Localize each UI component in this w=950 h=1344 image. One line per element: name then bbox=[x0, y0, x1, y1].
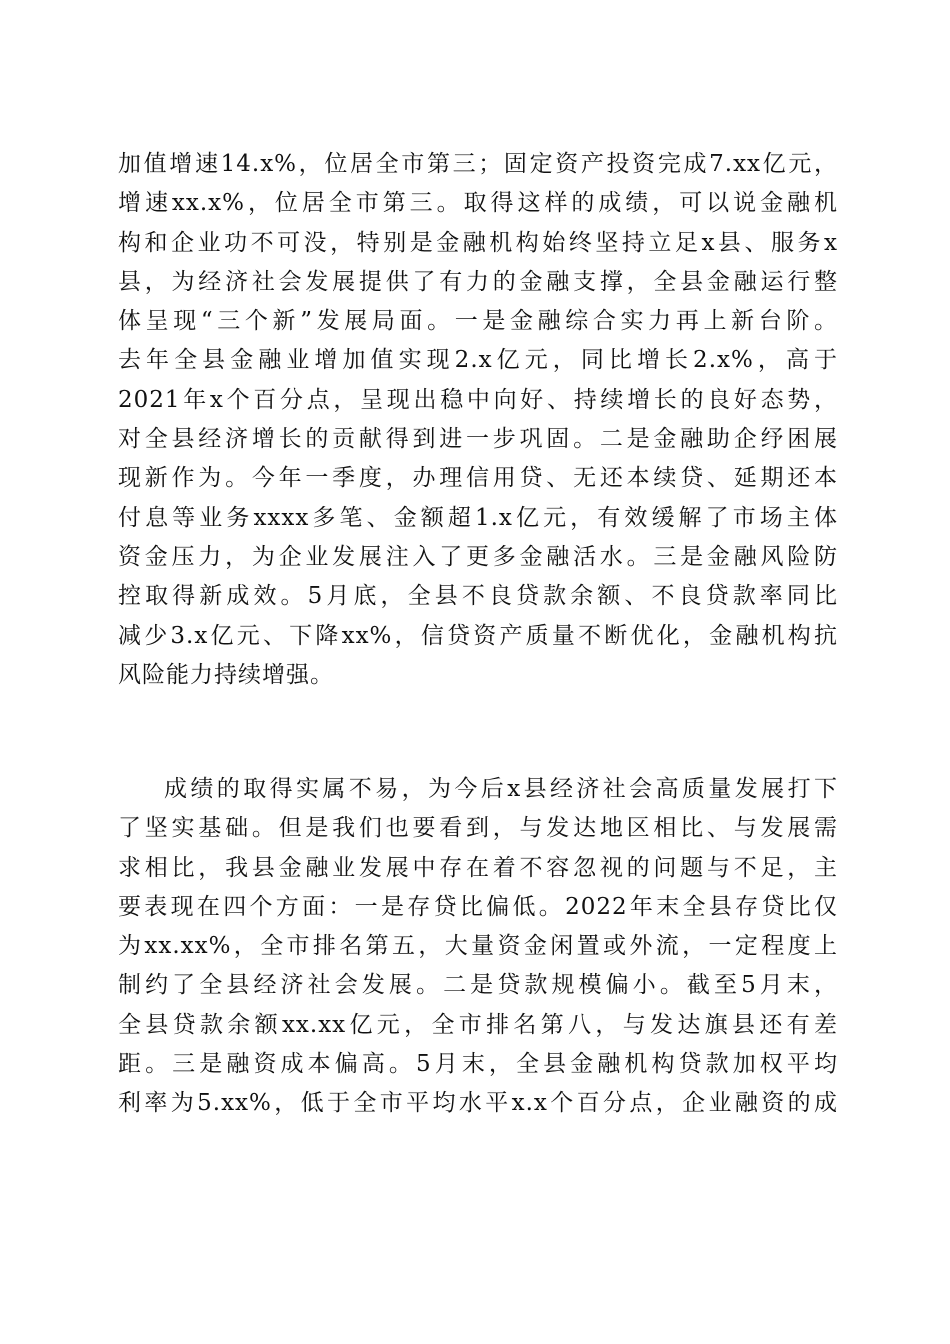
paragraph-2 bbox=[118, 770, 838, 1124]
text-line: 资金压力，为企业发展注入了更多金融活水。三是金融风险防 bbox=[118, 543, 838, 570]
text-line: 对全县经济增长的贡献得到进一步巩固。二是金融助企纾困展 bbox=[118, 426, 838, 453]
text-line: 2021年x个百分点，呈现出稳中向好、持续增长的良好态势， bbox=[118, 386, 838, 413]
text-line: 体呈现“三个新”发展局面。一是金融综合实力再上新台阶。 bbox=[118, 308, 838, 335]
text-line: 县，为经济社会发展提供了有力的金融支撑，全县金融运行整 bbox=[118, 268, 838, 295]
paragraph-1 bbox=[118, 145, 838, 695]
text-line: 加值增速14.x%，位居全市第三；固定资产投资完成7.xx亿元， bbox=[118, 151, 838, 177]
text-line: 减少3.x亿元、下降xx%，信贷资产质量不断优化，金融机构抗 bbox=[118, 622, 838, 649]
text-line: 制约了全县经济社会发展。二是贷款规模偏小。截至5月末， bbox=[118, 972, 838, 999]
text-line: 成绩的取得实属不易，为今后x县经济社会高质量发展打下 bbox=[164, 776, 838, 802]
text-line: 现新作为。今年一季度，办理信用贷、无还本续贷、延期还本 bbox=[118, 465, 838, 492]
text-line: 控取得新成效。5月底，全县不良贷款余额、不良贷款率同比 bbox=[118, 583, 838, 610]
text-line: 去年全县金融业增加值实现2.x亿元，同比增长2.x%，高于 bbox=[118, 347, 838, 374]
text-line: 了坚实基础。但是我们也要看到，与发达地区相比、与发展需 bbox=[118, 815, 838, 842]
text-line: 构和企业功不可没，特别是金融机构始终坚持立足x县、服务x bbox=[118, 229, 838, 256]
text-line: 求相比，我县金融业发展中存在着不容忽视的问题与不足，主 bbox=[118, 854, 838, 881]
text-line: 要表现在四个方面：一是存贷比偏低。2022年末全县存贷比仅 bbox=[118, 893, 838, 920]
text-line: 增速xx.x%，位居全市第三。取得这样的成绩，可以说金融机 bbox=[118, 190, 838, 217]
text-line: 利率为5.xx%，低于全市平均水平x.x个百分点，企业融资的成 bbox=[118, 1090, 838, 1117]
text-line: 付息等业务xxxx多笔、金额超1.x亿元，有效缓解了市场主体 bbox=[118, 504, 838, 531]
text-line: 为xx.xx%，全市排名第五，大量资金闲置或外流，一定程度上 bbox=[118, 933, 838, 960]
text-line: 风险能力持续增强。 bbox=[118, 661, 334, 688]
text-line: 距。三是融资成本偏高。5月末，全县金融机构贷款加权平均 bbox=[118, 1051, 838, 1078]
text-line: 全县贷款余额xx.xx亿元，全市排名第八，与发达旗县还有差 bbox=[118, 1011, 838, 1038]
